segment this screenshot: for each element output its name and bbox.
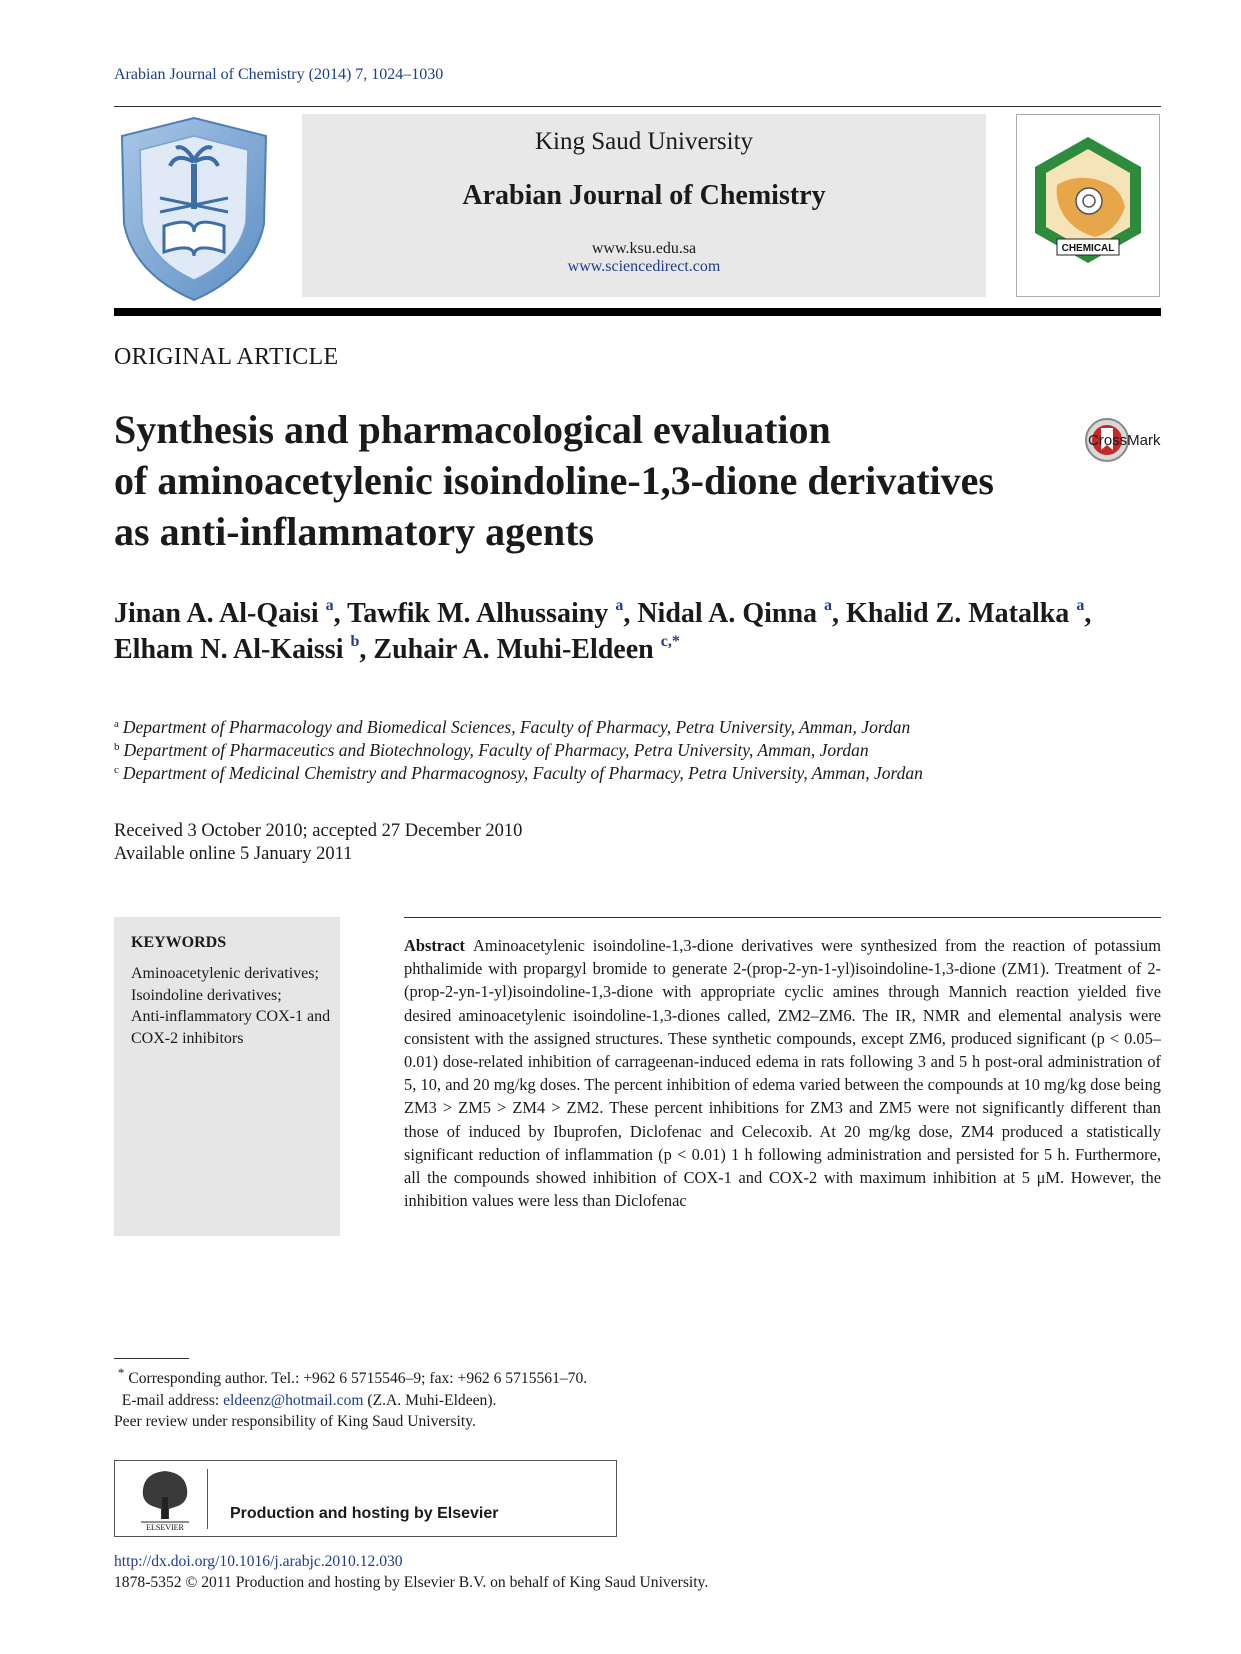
abstract-label: Abstract: [404, 936, 465, 955]
crossmark-label[interactable]: CrossMark: [1088, 432, 1161, 449]
abstract: [404, 934, 1161, 1212]
article-dates: [114, 820, 522, 866]
abstract-text: Aminoacetylenic isoindoline-1,3-dione derivatives were synthesized from the reaction of potassium phthalimide with propargyl bromide to generate 2-(prop-2-yn-1-yl)isoindoline-1,3-dione (ZM1). Treatment of 2-(prop-2-yn-1-yl)isoindoline-1,3-dione with appropriate cyclic amines through Mannich reaction yielded five desired aminoacetylenic isoindoline-1,3-diones called, ZM2–ZM6. The IR, NMR and elemental analysis were consistent with the assigned structures. These synthetic compounds, except ZM6, produced significant (p < 0.05–0.01) dose-related inhibition of carrageenan-induced edema in rats following 3 and 5 h post-oral administration of 5, 10, and 20 mg/kg doses. The percent inhibition of edema varied between the compounds at 10 mg/kg dose being ZM3 > ZM5 > ZM4 > ZM2. These percent inhibitions for ZM3 and ZM5 were not significantly different than those of induced by Ibuprofen, Diclofenac and Celecoxib. At 20 mg/kg dose, ZM4 produced a statistically significant reduction of inflammation (p < 0.01) 1 h following administration and persisted for 5 h. Furthermore, all the compounds showed inhibition of COX-1 and COX-2 with maximum inhibition at 5 μM. However, the inhibition values were less than Diclofenac: [404, 936, 1161, 1211]
affiliation-mark[interactable]: b: [350, 633, 360, 650]
university-crest-icon: [114, 114, 274, 304]
university-name: King Saud University: [534, 128, 754, 155]
affiliation-mark[interactable]: a: [615, 597, 624, 614]
chemical-society-icon: [1017, 115, 1159, 296]
author-name: Jinan A. Al-Qaisi: [114, 598, 319, 629]
affiliation: $^a$ Department of Pharmacology and Biomedical Sciences, Faculty of Pharmacy, Petra University, Amman, Jordan: [114, 717, 911, 737]
title-line: Synthesis and pharmacological evaluation: [114, 407, 831, 452]
elsevier-divider: [207, 1469, 208, 1529]
header-rule: [114, 106, 1161, 107]
email-link[interactable]: eldeenz@hotmail.com: [223, 1391, 364, 1409]
author-name: Zuhair A. Muhi-Eldeen: [373, 634, 654, 665]
doi-link[interactable]: http://dx.doi.org/10.1016/j.arabjc.2010.12.030: [114, 1553, 403, 1570]
keyword: Anti-inflammatory COX-1 and COX-2 inhibitors: [131, 1008, 331, 1047]
elsevier-tree-icon: [137, 1467, 193, 1531]
title-line: as anti-inflammatory agents: [114, 509, 594, 554]
article-type: ORIGINAL ARTICLE: [114, 344, 339, 370]
journal-name: Arabian Journal of Chemistry: [462, 180, 826, 211]
production-credit: Production and hosting by Elsevier: [230, 1505, 499, 1522]
author-list: [114, 596, 1174, 668]
affiliations: [114, 716, 923, 785]
keyword: Isoindoline derivatives;: [131, 986, 282, 1004]
author-name: Nidal A. Qinna: [637, 598, 818, 629]
author-line: Elham N. Al-Kaissi $^b$, Zuhair A. Muhi-Eldeen $^{c,*}$: [114, 633, 680, 665]
journal-banner: [302, 114, 986, 297]
received-date: Received 3 October 2010; accepted 27 December 2010: [114, 821, 523, 841]
footnote-rule: [114, 1358, 189, 1359]
corresponding-author-note: * Corresponding author. Tel.: +962 6 5715546–9; fax: +962 6 5715561–70.: [117, 1365, 588, 1388]
abstract-rule: [404, 917, 1161, 918]
society-logo-frame: [1016, 114, 1160, 297]
affiliation-mark[interactable]: a: [325, 597, 334, 614]
affiliation: $^b$ Department of Pharmaceutics and Biotechnology, Faculty of Pharmacy, Petra University, Amman, Jordan: [114, 740, 869, 760]
author-name: Khalid Z. Matalka: [846, 598, 1070, 629]
author-name: Elham N. Al-Kaissi: [114, 634, 344, 665]
keywords-box: [114, 917, 340, 1236]
corresponding-mark[interactable]: c,*: [660, 633, 680, 650]
ksu-link[interactable]: www.ksu.edu.sa: [591, 240, 697, 257]
article-title: [114, 404, 1034, 557]
email-note: E-mail address: eldeenz@hotmail.com (Z.A. Muhi-Eldeen).: [121, 1391, 497, 1409]
affiliation-mark[interactable]: a: [1076, 597, 1085, 614]
title-line: of aminoacetylenic isoindoline-1,3-dione derivatives: [114, 458, 994, 503]
author-name: Tawfik M. Alhussainy: [347, 598, 609, 629]
society-logo-label: CHEMICAL: [1061, 243, 1115, 254]
keywords-list: [131, 963, 336, 1049]
affiliation: $^c$ Department of Medicinal Chemistry and Pharmacognosy, Faculty of Pharmacy, Petra University, Amman, Jordan: [114, 763, 923, 783]
copyright: 1878-5352 © 2011 Production and hosting by Elsevier B.V. on behalf of King Saud University.: [114, 1574, 709, 1591]
affiliation-mark[interactable]: a: [824, 597, 833, 614]
journal-citation[interactable]: Arabian Journal of Chemistry (2014) 7, 1024–1030: [114, 66, 444, 83]
keywords-title: KEYWORDS: [131, 934, 227, 951]
elsevier-box: [114, 1460, 617, 1537]
keyword: Aminoacetylenic derivatives;: [131, 965, 319, 982]
available-date: Available online 5 January 2011: [114, 844, 353, 864]
elsevier-logo-label: ELSEVIER: [146, 1523, 184, 1531]
header-thick-rule: [114, 308, 1161, 316]
author-line: Jinan A. Al-Qaisi $^a$, Tawfik M. Alhussainy $^a$, Nidal A. Qinna $^a$, Khalid Z. Matalka $^a$,: [114, 597, 1092, 629]
peer-review-note: Peer review under responsibility of King Saud University.: [114, 1413, 476, 1431]
footnotes: [114, 1362, 619, 1433]
sciencedirect-link[interactable]: www.sciencedirect.com: [567, 258, 721, 275]
